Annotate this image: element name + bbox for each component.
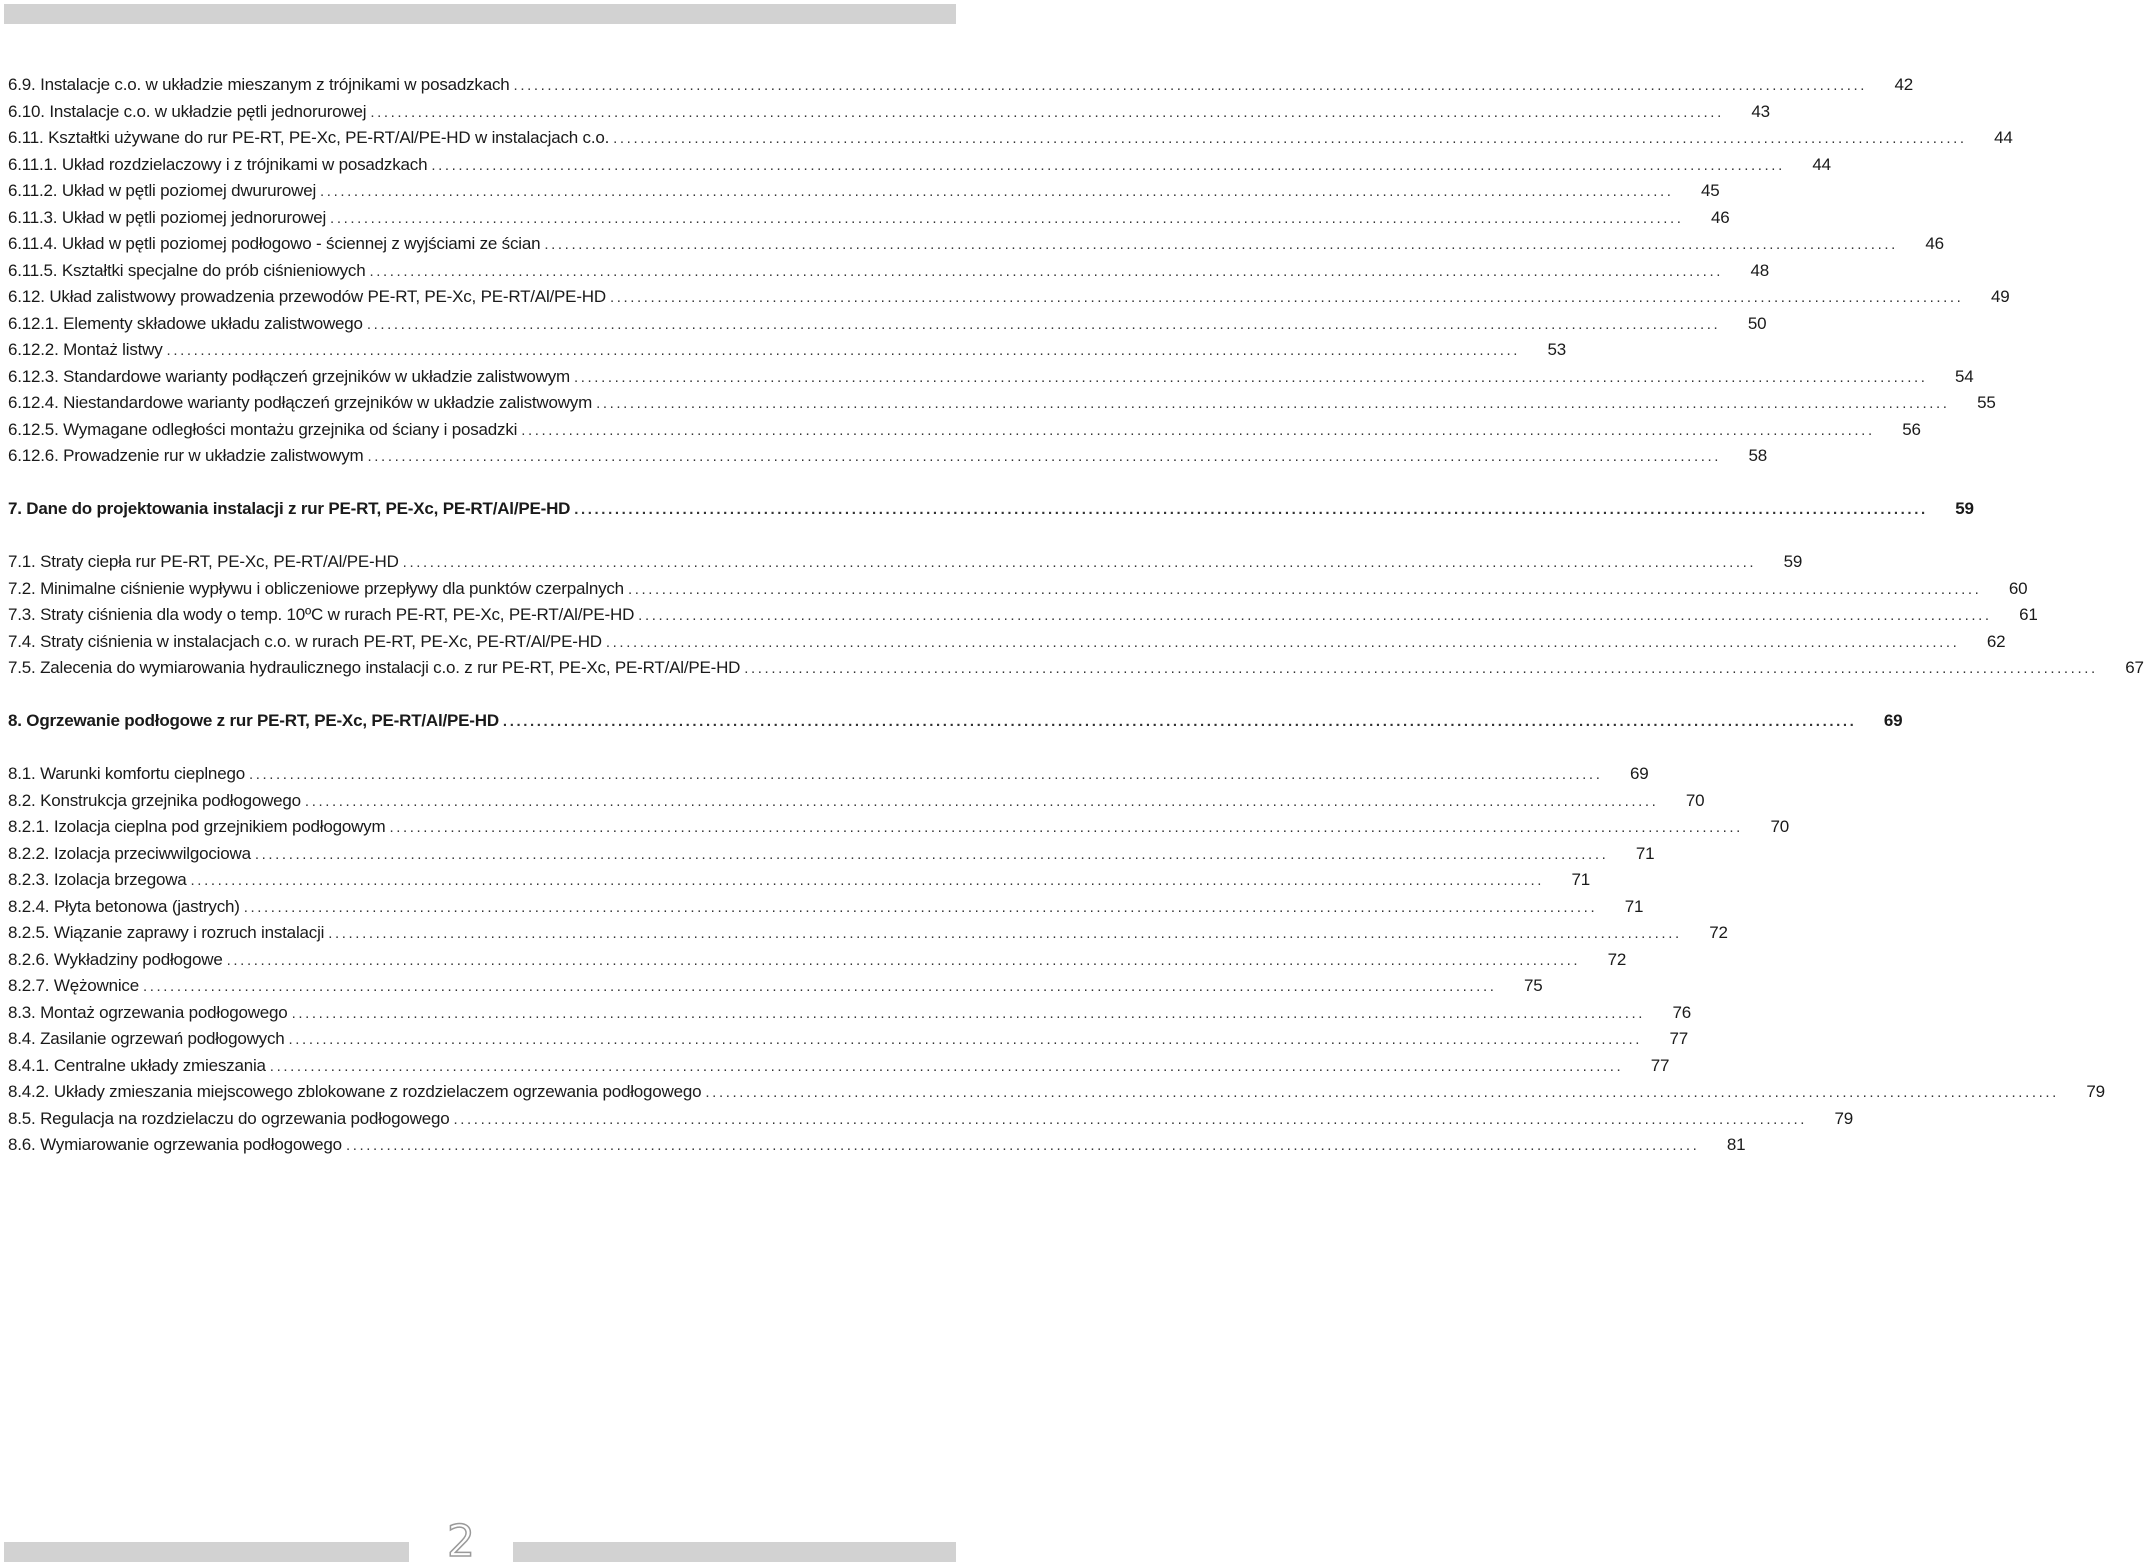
toc-entry[interactable] <box>8 841 1655 868</box>
toc-spacer <box>8 470 952 497</box>
toc-dot-leader: ........................................................................................................................................................................................................ <box>613 130 1967 147</box>
toc-entry-title: 6.12.6. Prowadzenie rur w układzie zalistwowym <box>8 446 364 465</box>
toc-dot-leader: ........................................................................................................................................................................................................ <box>574 368 1928 386</box>
toc-entry[interactable] <box>8 576 2028 603</box>
toc-entry-title: 8.2.7. Wężownice <box>8 976 139 995</box>
toc-entry[interactable] <box>8 549 1803 576</box>
toc-dot-leader: ........................................................................................................................................................................................................ <box>248 766 1603 783</box>
toc-entry-page: 60 <box>2008 578 2028 598</box>
toc-entry[interactable] <box>8 258 1769 285</box>
toc-entry-page: 69 <box>1629 764 1649 783</box>
toc-dot-leader: ........................................................................................................................................................................................................ <box>521 421 1875 439</box>
footer-bar-left <box>4 1542 409 1562</box>
toc-dot-leader: ........................................................................................................................................................................................................ <box>226 951 1581 969</box>
toc-dot-leader: ........................................................................................................................................................................................................ <box>513 77 1868 94</box>
toc-dot-leader: ........................................................................................................................................................................................................ <box>605 633 1960 651</box>
toc-entry-title: 7.4. Straty ciśnienia w instalacjach c.o. w rurach PE-RT, PE-Xc, PE-RT/Al/PE-HD <box>8 631 602 651</box>
toc-entry-title: 6.12.3. Standardowe warianty podłączeń grzejników w układzie zalistwowym <box>8 366 570 386</box>
toc-dot-leader: ........................................................................................................................................................................................................ <box>502 713 1857 730</box>
toc-entry-page: 81 <box>1726 1135 1746 1154</box>
toc-entry-page: 45 <box>1701 181 1720 200</box>
toc-entry-title: 6.9. Instalacje c.o. w układzie mieszanym z trójnikami w posadzkach <box>8 75 510 94</box>
toc-entry-title: 8.4.1. Centralne układy zmieszania <box>8 1055 266 1075</box>
toc-dot-leader: ........................................................................................................................................................................................................ <box>609 289 1964 306</box>
toc-entry-page: 56 <box>1902 419 1921 439</box>
toc-entry-page: 49 <box>1990 287 2010 306</box>
toc-entry[interactable] <box>8 867 1591 894</box>
toc-entry-title: 6.11.5. Kształtki specjalne do prób ciśnieniowych <box>8 260 366 280</box>
toc-entry-title: 7. Dane do projektowania instalacji z rur PE-RT, PE-Xc, PE-RT/Al/PE-HD <box>8 499 571 518</box>
toc-entry-title: 8.2.5. Wiązanie zaprawy i rozruch instalacji <box>8 923 325 942</box>
toc-entry-page: 44 <box>1994 128 2013 147</box>
toc-entry-page: 75 <box>1523 976 1543 995</box>
toc-entry[interactable] <box>8 761 1649 788</box>
toc-entry[interactable] <box>8 390 1996 417</box>
toc-dot-leader: ........................................................................................................................................................................................................ <box>705 1084 2059 1101</box>
toc-dot-leader: ........................................................................................................................................................................................................ <box>402 554 1757 571</box>
toc-spacer <box>8 523 952 550</box>
toc-entry-page: 77 <box>1650 1055 1670 1075</box>
toc-dot-leader: ........................................................................................................................................................................................................ <box>291 1004 1646 1022</box>
toc-entry-page: 50 <box>1747 313 1767 333</box>
toc-entry[interactable] <box>8 655 2144 682</box>
toc-entry-page: 46 <box>1711 207 1730 227</box>
toc-chapter-entry[interactable] <box>8 708 1903 735</box>
toc-entry[interactable] <box>8 99 1770 126</box>
toc-entry-page: 62 <box>1986 631 2006 651</box>
toc-entry-page: 44 <box>1812 154 1831 174</box>
toc-entry-title: 8.4. Zasilanie ogrzewań podłogowych <box>8 1029 285 1048</box>
toc-entry-title: 8.2.4. Płyta betonowa (jastrych) <box>8 896 240 916</box>
toc-entry-page: 42 <box>1894 75 1914 94</box>
toc-entry-title: 8.2.6. Wykładziny podłogowe <box>8 949 223 969</box>
toc-dot-leader: ........................................................................................................................................................................................................ <box>345 1137 1700 1154</box>
toc-dot-leader: ........................................................................................................................................................................................................ <box>367 448 1722 465</box>
toc-entry-page: 77 <box>1669 1029 1689 1048</box>
toc-entry-title: 6.11.4. Układ w pętli poziomej podłogowo - ściennej z wyjściami ze ścian <box>8 234 541 253</box>
toc-entry-title: 6.11.3. Układ w pętli poziomej jednorurowej <box>8 207 327 227</box>
toc-entry-page: 55 <box>1977 393 1996 412</box>
toc-entry-title: 6.11. Kształtki używane do rur PE-RT, PE-Xc, PE-RT/Al/PE-HD w instalacjach c.o. <box>8 128 610 147</box>
toc-group-8 <box>8 761 2105 1159</box>
toc-chapter-entry[interactable] <box>8 496 1974 523</box>
toc-entry[interactable] <box>8 1079 2105 1106</box>
toc-dot-leader: ........................................................................................................................................................................................................ <box>330 209 1684 227</box>
toc-entry-title: 6.12.1. Elementy składowe układu zalistwowego <box>8 313 363 333</box>
toc-entry-title: 8.5. Regulacja na rozdzielaczu do ogrzewania podłogowego <box>8 1108 450 1128</box>
toc-entry-page: 71 <box>1635 843 1655 863</box>
toc-entry[interactable] <box>8 417 1921 444</box>
toc-entry-title: 8.2.2. Izolacja przeciwwilgociowa <box>8 843 251 863</box>
toc-entry[interactable] <box>8 920 1728 947</box>
toc-entry[interactable] <box>8 1026 1689 1053</box>
toc-entry[interactable] <box>8 894 1644 921</box>
toc-entry-page: 54 <box>1954 366 1974 386</box>
toc-entry-title: 6.12.4. Niestandardowe warianty podłączeń grzejników w układzie zalistwowym <box>8 393 593 412</box>
toc-entry-title: 6.11.1. Układ rozdzielaczowy i z trójnikami w posadzkach <box>8 154 428 174</box>
toc-entry-page: 43 <box>1751 101 1770 121</box>
toc-entry[interactable] <box>8 814 1789 841</box>
toc-entry[interactable] <box>8 1106 1853 1133</box>
toc-chapter-7 <box>8 496 1974 523</box>
toc-group-7 <box>8 549 2144 682</box>
toc-entry-page: 79 <box>1834 1108 1853 1128</box>
toc-dot-leader: ........................................................................................................................................................................................................ <box>366 315 1721 333</box>
header-bar <box>4 4 956 24</box>
toc-entry-page: 71 <box>1624 896 1644 916</box>
toc-dot-leader: ........................................................................................................................................................................................................ <box>431 156 1785 174</box>
toc-entry[interactable] <box>8 205 1730 232</box>
toc-dot-leader: ........................................................................................................................................................................................................ <box>190 872 1545 889</box>
toc-entry[interactable] <box>8 337 1567 364</box>
toc-entry-title: 6.11.2. Układ w pętli poziomej dwururowej <box>8 181 317 200</box>
toc-entry[interactable] <box>8 629 2006 656</box>
toc-entry[interactable] <box>8 178 1720 205</box>
toc-entry[interactable] <box>8 311 1767 338</box>
toc-dot-leader: ........................................................................................................................................................................................................ <box>142 978 1497 995</box>
toc-entry-page: 59 <box>1955 499 1974 518</box>
footer-bar-right <box>513 1542 956 1562</box>
table-of-contents <box>8 72 2144 1159</box>
toc-dot-leader: ........................................................................................................................................................................................................ <box>627 580 1982 598</box>
toc-entry-title: 6.12.2. Montaż listwy <box>8 340 163 359</box>
toc-entry-page: 67 <box>2125 658 2144 677</box>
toc-entry[interactable] <box>8 788 1705 815</box>
toc-spacer <box>8 682 952 709</box>
toc-entry[interactable] <box>8 125 2013 152</box>
toc-dot-leader: ........................................................................................................................................................................................................ <box>269 1057 1624 1075</box>
toc-entry-title: 8.2. Konstrukcja grzejnika podłogowego <box>8 790 301 810</box>
toc-dot-leader: ........................................................................................................................................................................................................ <box>370 103 1724 121</box>
toc-entry-title: 8.3. Montaż ogrzewania podłogowego <box>8 1002 288 1022</box>
toc-dot-leader: ........................................................................................................................................................................................................ <box>453 1110 1807 1128</box>
toc-dot-leader: ........................................................................................................................................................................................................ <box>574 501 1928 518</box>
toc-entry-title: 7.1. Straty ciepła rur PE-RT, PE-Xc, PE-RT/Al/PE-HD <box>8 552 399 571</box>
toc-dot-leader: ........................................................................................................................................................................................................ <box>304 792 1659 810</box>
toc-entry-page: 48 <box>1750 260 1769 280</box>
toc-entry-title: 8.2.3. Izolacja brzegowa <box>8 870 187 889</box>
toc-entry-page: 72 <box>1607 949 1627 969</box>
toc-entry-title: 7.2. Minimalne ciśnienie wypływu i obliczeniowe przepływy dla punktów czerpalnych <box>8 578 624 598</box>
toc-entry-title: 8.1. Warunki komfortu cieplnego <box>8 764 245 783</box>
toc-entry-page: 61 <box>2019 605 2038 624</box>
toc-entry-page: 70 <box>1770 817 1789 836</box>
toc-entry-title: 8.4.2. Układy zmieszania miejscowego zblokowane z rozdzielaczem ogrzewania podłogowego <box>8 1082 702 1101</box>
toc-entry[interactable] <box>8 152 1831 179</box>
toc-entry-page: 79 <box>2086 1082 2105 1101</box>
toc-entry-title: 8.6. Wymiarowanie ogrzewania podłogowego <box>8 1135 342 1154</box>
page-number: 2 <box>447 1516 475 1567</box>
toc-entry[interactable] <box>8 1132 1746 1159</box>
footer <box>0 1516 960 1567</box>
toc-dot-leader: ........................................................................................................................................................................................................ <box>638 607 1992 624</box>
toc-entry[interactable] <box>8 284 2010 311</box>
toc-entry-page: 70 <box>1685 790 1705 810</box>
toc-entry[interactable] <box>8 947 1627 974</box>
toc-entry-page: 53 <box>1547 340 1567 359</box>
toc-spacer <box>8 735 952 762</box>
toc-entry-page: 58 <box>1748 446 1768 465</box>
toc-dot-leader: ........................................................................................................................................................................................................ <box>544 236 1898 253</box>
toc-entry-title: 7.3. Straty ciśnienia dla wody o temp. 10ºC w rurach PE-RT, PE-Xc, PE-RT/Al/PE-HD <box>8 605 635 624</box>
toc-entry[interactable] <box>8 231 1944 258</box>
toc-entry-title: 6.12. Układ zalistwowy prowadzenia przewodów PE-RT, PE-Xc, PE-RT/Al/PE-HD <box>8 287 606 306</box>
toc-entry-page: 71 <box>1571 870 1591 889</box>
toc-group-6 <box>8 72 2013 470</box>
toc-entry-title: 8.2.1. Izolacja cieplna pod grzejnikiem podłogowym <box>8 817 386 836</box>
toc-entry-title: 6.12.5. Wymagane odległości montażu grzejnika od ściany i posadzki <box>8 419 518 439</box>
toc-dot-leader: ........................................................................................................................................................................................................ <box>369 262 1723 280</box>
toc-entry-page: 59 <box>1783 552 1803 571</box>
toc-dot-leader: ........................................................................................................................................................................................................ <box>389 819 1743 836</box>
toc-entry[interactable] <box>8 1053 1670 1080</box>
toc-entry[interactable] <box>8 443 1768 470</box>
toc-entry-title: 6.10. Instalacje c.o. w układzie pętli jednorurowej <box>8 101 367 121</box>
toc-entry[interactable] <box>8 1000 1692 1027</box>
toc-entry-page: 46 <box>1925 234 1944 253</box>
toc-dot-leader: ........................................................................................................................................................................................................ <box>328 925 1682 942</box>
toc-entry-page: 76 <box>1672 1002 1692 1022</box>
toc-dot-leader: ........................................................................................................................................................................................................ <box>744 660 2098 677</box>
toc-chapter-8 <box>8 708 1903 735</box>
toc-dot-leader: ........................................................................................................................................................................................................ <box>288 1031 1643 1048</box>
toc-dot-leader: ........................................................................................................................................................................................................ <box>254 845 1609 863</box>
toc-dot-leader: ........................................................................................................................................................................................................ <box>166 342 1521 359</box>
toc-entry-page: 69 <box>1883 711 1903 730</box>
toc-entry[interactable] <box>8 973 1543 1000</box>
toc-dot-leader: ........................................................................................................................................................................................................ <box>320 183 1674 200</box>
toc-entry-title: 8. Ogrzewanie podłogowe z rur PE-RT, PE-Xc, PE-RT/Al/PE-HD <box>8 711 499 730</box>
toc-entry[interactable] <box>8 602 2038 629</box>
toc-entry[interactable] <box>8 72 1914 99</box>
toc-entry-page: 72 <box>1709 923 1728 942</box>
toc-dot-leader: ........................................................................................................................................................................................................ <box>243 898 1598 916</box>
toc-entry[interactable] <box>8 364 1974 391</box>
toc-entry-title: 7.5. Zalecenia do wymiarowania hydraulicznego instalacji c.o. z rur PE-RT, PE-Xc, PE-RT/Al/PE-HD <box>8 658 741 677</box>
toc-dot-leader: ........................................................................................................................................................................................................ <box>596 395 1950 412</box>
